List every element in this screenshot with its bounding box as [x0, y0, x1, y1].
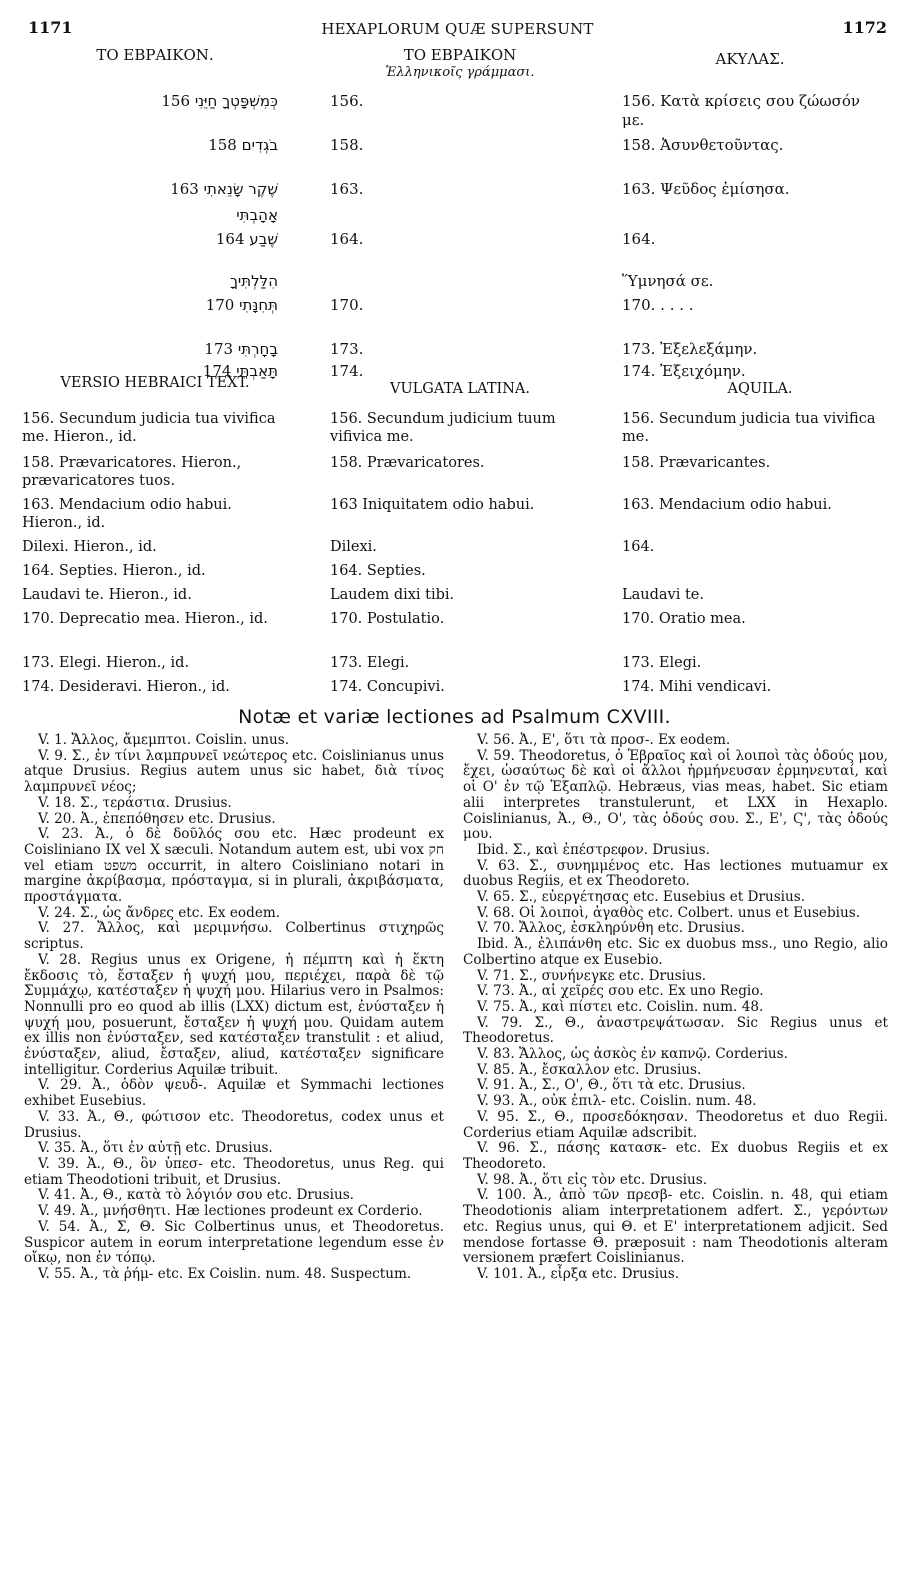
versio-cell: 170. Deprecatio mea. Hieron., id.	[22, 611, 268, 627]
notes-left-column	[24, 733, 444, 1283]
aquila-latin-cell: 170. Oratio mea.	[622, 611, 746, 627]
col-head-aquila-latin: AQUILA.	[727, 381, 793, 397]
verse-number: 156	[161, 92, 195, 110]
vulgata-cell: 158. Prævaricatores.	[330, 455, 485, 471]
vulgata-cell: 174. Concupivi.	[330, 679, 445, 695]
transliteration-cell: 174.	[330, 362, 364, 380]
note-entry: V. 41. Ἀ., Θ., κατὰ τὸ λόγιόν σου etc. Drusius.	[38, 1187, 354, 1204]
note-entry: V. 65. Σ., εὐεργέτησας etc. Eusebius et Drusius.	[477, 889, 806, 906]
col-head-subtitle: Ἑλληνικοῖς γράμμασι.	[385, 65, 535, 80]
vulgata-cell: 156. Secundum judicium tuum vifivica me.	[330, 411, 556, 445]
col-head-vulgata: VULGATA LATINA.	[389, 381, 530, 397]
vulgata-cell: 173. Elegi.	[330, 655, 410, 671]
hebrew-text: שֶׁבַע	[249, 230, 278, 248]
note-entry: V. 39. Ἀ., Θ., ὃν ὑπεσ- etc. Theodoretus, unus Reg. qui etiam Theodotioni tribuit, et Drusius.	[24, 1155, 444, 1188]
hebrew-text: בֹגְדִים	[241, 136, 278, 154]
note-entry: Ibid. Ἀ., ἐλιπάνθη etc. Sic ex duobus mss., uno Regio, alio Colbertino atque ex Eusebio.	[463, 936, 888, 968]
transliteration-cell: 173.	[330, 340, 364, 358]
hebrew-text: בָחָרְתִּי	[237, 340, 278, 358]
note-entry: V. 101. Ἀ., εἶρξα etc. Drusius.	[477, 1265, 680, 1282]
page-number-right: 1172	[842, 18, 887, 37]
hebrew-row	[60, 272, 278, 291]
versio-cell: 163. Mendacium odio habui. Hieron., id.	[22, 497, 232, 531]
page-number-left: 1171	[28, 18, 73, 37]
verse-number: 174	[202, 362, 237, 380]
hebrew-row	[60, 136, 278, 155]
vulgata-cell: Laudem dixi tibi.	[330, 587, 455, 603]
hebrew-text: כְּמִשְׁפָּטְךָ חַיֵּנִי	[194, 92, 278, 110]
versio-cell: 164. Septies. Hieron., id.	[22, 563, 206, 579]
versio-cell: 158. Prævaricatores. Hieron., prævaricatores tuos.	[22, 455, 242, 489]
note-entry: V. 35. Ἀ., ὅτι ἐν αὐτῇ etc. Drusius.	[38, 1140, 273, 1157]
vulgata-cell: 164. Septies.	[330, 563, 426, 579]
running-title: HEXAPLORUM QUÆ SUPERSUNT	[321, 20, 594, 38]
aquila-latin-cell: 164.	[622, 539, 655, 555]
hebrew-row	[60, 296, 278, 315]
notes-right-column	[463, 733, 888, 1283]
verse-number: 164	[215, 230, 250, 248]
aquila-latin-cell: 163. Mendacium odio habui.	[622, 497, 832, 513]
note-entry: V. 96. Σ., πάσης κατασκ- etc. Ex duobus Regiis et ex Theodoreto.	[463, 1140, 888, 1172]
aquila-greek-cell: 156. Κατὰ κρίσεις σου ζώωσόν με.	[622, 92, 860, 129]
note-entry: V. 24. Σ., ὡς ἄνδρες etc. Ex eodem.	[38, 904, 281, 921]
col-head-hebrew-greek-letters-title: ΤΟ ΕΒΡΑΙΚΟΝ	[403, 46, 517, 64]
aquila-greek-cell: 158. Ἀσυνθετοῦντας.	[622, 136, 784, 154]
note-entry: V. 75. Ἀ., καὶ πίστει etc. Coislin. num. 48.	[477, 998, 764, 1015]
note-entry: V. 56. Ἀ., Ε', ὅτι τὰ προσ-. Ex eodem.	[477, 732, 731, 748]
aquila-greek-cell: 163. Ψεῦδος ἐμίσησα.	[622, 180, 790, 198]
versio-cell: Laudavi te. Hieron., id.	[22, 587, 192, 603]
col-head-versio: VERSIO HEBRAICI TEXT.	[60, 375, 250, 391]
aquila-latin-cell: 174. Mihi vendicavi.	[622, 679, 772, 695]
note-entry: V. 1. Ἄλλος, ἄμεμπτοι. Coislin. unus.	[38, 732, 290, 748]
versio-cell: 174. Desideravi. Hieron., id.	[22, 679, 230, 695]
hebrew-text: שֶׁקֶר שָׂנֵאתִי	[203, 180, 278, 198]
note-entry: V. 70. Ἄλλος, ἐσκληρύνθη etc. Drusius.	[477, 920, 745, 937]
note-entry: V. 83. Ἄλλος, ὡς ἀσκὸς ἐν καπνῷ. Corderius.	[477, 1046, 788, 1063]
note-entry: V. 27. Ἄλλος, καὶ μεριμνήσω. Colbertinus στιχηρῶς scriptus.	[24, 920, 444, 953]
section-title: Notæ et variæ lectiones ad Psalmum CXVIII.	[238, 706, 671, 728]
aquila-greek-cell: 174. Ἐξειχόμην.	[622, 362, 746, 380]
aquila-greek-cell: Ὕμνησά σε.	[622, 272, 714, 290]
transliteration-cell: 156.	[330, 92, 364, 110]
note-entry: V. 100. Ἀ., ἀπὸ τῶν πρεσβ- etc. Coislin. n. 48, qui etiam Theodotionis aliam interpretationem adfert. Σ., γερόντων etc. Regius unus, qui Θ. et Ε' interpretationem adjicit. Sed mendose fortasse Θ. præposuit : nam Theodotionis alteram versionem præfert Coislinianus.	[463, 1187, 888, 1267]
verse-number: 163	[170, 180, 204, 198]
col-head-hebrew-greek-letters	[360, 46, 560, 82]
aquila-latin-cell: Laudavi te.	[622, 587, 704, 603]
aquila-latin-cell: 173. Elegi.	[622, 655, 702, 671]
note-entry: V. 71. Σ., συνήνεγκε etc. Drusius.	[477, 967, 707, 984]
note-entry: V. 33. Ἀ., Θ., φώτισον etc. Theodoretus, codex unus et Drusius.	[24, 1108, 444, 1141]
aquila-latin-cell: 158. Prævaricantes.	[622, 455, 771, 471]
aquila-greek-cell: 170. . . . .	[622, 296, 694, 314]
versio-cell: 156. Secundum judicia tua vivifica me. Hieron., id.	[22, 411, 276, 445]
hebrew-text: הִלַּלְתִּיךָ	[229, 272, 278, 290]
hebrew-text: תָּאַבְתִּי	[236, 362, 278, 380]
note-entry: Ibid. Σ., καὶ ἐπέστρεφον. Drusius.	[477, 841, 710, 858]
running-header	[28, 18, 887, 42]
hebrew-text: אָהָבְתִּי	[236, 206, 278, 224]
note-entry: V. 91. Ἀ., Σ., Ο', Θ., ὅτι τὰ etc. Drusius.	[477, 1077, 746, 1094]
transliteration-cell: 170.	[330, 296, 364, 314]
aquila-greek-cell: 164.	[622, 230, 656, 248]
verse-number: 170	[205, 296, 240, 314]
verse-number: 173	[204, 340, 238, 358]
note-entry: V. 68. Οἱ λοιποὶ, ἀγαθὸς etc. Colbert. unus et Eusebius.	[477, 904, 861, 921]
note-entry: V. 73. Ἀ., αἱ χεῖρές σου etc. Ex uno Regio.	[477, 983, 764, 1000]
note-entry: V. 59. Theodoretus, ὁ Ἑβραῖος καὶ οἱ λοιποὶ τὰς ὁδούς μου, ἔχει, ὡσαύτως δὲ καὶ οἱ ἄλλοι ἡρμήνευσαν ἑρμηνευταί, καὶ οἱ Ο' ἐν τῷ Ἑξαπλῷ. Hebræus, vias meas, habet. Sic etiam alii interpretes transtulerunt, et LXX in Hexaplo. Coislinianus, Ἀ., Θ., Ο', τὰς ὁδούς σου. Σ., Ε', Ϛ', τὰς ὁδούς μου.	[463, 747, 888, 843]
note-entry: V. 93. Ἀ., οὐκ ἐπιλ- etc. Coislin. num. 48.	[477, 1093, 757, 1110]
hebrew-row	[60, 340, 278, 359]
note-entry: V. 9. Σ., ἐν τίνι λαμπρυνεῖ νεώτερος etc. Coislinianus unus atque Drusius. Regius autem unus sic habet, διὰ τίνος λαμπρυνεῖ νέος;	[24, 747, 444, 796]
transliteration-cell: 158.	[330, 136, 364, 154]
note-entry: V. 20. Ἀ., ἐπεπόθησεν etc. Drusius.	[38, 810, 276, 827]
note-entry: V. 79. Σ., Θ., ἀναστρεψάτωσαν. Sic Regius unus et Theodoretus.	[463, 1014, 888, 1047]
hebrew-row	[60, 92, 278, 111]
note-entry: V. 23. Ἀ., ὁ δὲ δοῦλός σου etc. Hæc prodeunt ex Coisliniano IX vel X sæculi. Notandum autem est, ubi vox חק vel etiam משפט occurrit, in altero Coisliniano notari in margine ἀκρίβασμα, πρόσταγμα, si in plurali, ἀκριβάσματα, προστάγματα.	[24, 826, 444, 906]
hebrew-row	[60, 180, 278, 199]
vulgata-cell: 163 Iniquitatem odio habui.	[330, 497, 535, 513]
vulgata-cell: Dilexi.	[330, 539, 377, 555]
col-head-aquila-greek: ΑΚΥΛΑΣ.	[715, 50, 785, 68]
note-entry: V. 55. Ἀ., τὰ ῥήμ- etc. Ex Coislin. num. 48. Suspectum.	[38, 1265, 412, 1282]
note-entry: V. 95. Σ., Θ., προσεδόκησαν. Theodoretus et duo Regii. Corderius etiam Aquilæ adscribit.	[463, 1108, 888, 1141]
note-entry: V. 29. Ἀ., ὁδὸν ψευδ-. Aquilæ et Symmachi lectiones exhibet Eusebius.	[24, 1077, 444, 1110]
note-entry: V. 28. Regius unus ex Origene, ἡ πέμπτη καὶ ἡ ἕκτη ἔκδοσις τὸ, ἔσταξεν ἡ ψυχή μου, περιέχει, παρὰ δὲ τῷ Συμμάχῳ, κατέσταξεν ἡ ψυχή μου. Hilarius vero in Psalmos: Nonnulli pro eo quod ab illis (LXX) dictum est, ἐνύσταξεν ἡ ψυχή μου, posuerunt, ἔσταξεν ἡ ψυχή μου. Quidam autem ex illis non ἐνύσταξεν, sed κατέσταξεν transtulit : et aliud, ἐνύσταξεν, aliud, ἔσταξεν, aliud, κατέσταξεν significare intelligitur. Corderius Aquilæ tribuit.	[24, 951, 444, 1078]
versio-cell: Dilexi. Hieron., id.	[22, 539, 157, 555]
note-entry: V. 54. Ἀ., Σ, Θ. Sic Colbertinus unus, et Theodoretus. Suspicor autem in eorum interpretatione legendum esse ἐν οἴκῳ, non ἐν τόπῳ.	[24, 1218, 444, 1267]
note-entry: V. 49. Ἀ., μνήσθητι. Hæ lectiones prodeunt ex Corderio.	[38, 1203, 423, 1220]
versio-cell: 173. Elegi. Hieron., id.	[22, 655, 190, 671]
note-entry: V. 18. Σ., τεράστια. Drusius.	[38, 794, 232, 811]
hebrew-row	[60, 230, 278, 249]
aquila-latin-cell: 156. Secundum judicia tua vivifica me.	[622, 411, 876, 445]
transliteration-cell: 163.	[330, 180, 364, 198]
hebrew-text: תְּחִנָּתִי	[239, 296, 278, 314]
transliteration-cell: 164.	[330, 230, 364, 248]
col-head-hebrew: ΤΟ ΕΒΡΑΙΚΟΝ.	[96, 46, 214, 64]
verse-number: 158	[208, 136, 242, 154]
note-entry: V. 98. Ἀ., ὅτι εἰς τὸν etc. Drusius.	[477, 1171, 708, 1188]
note-entry: V. 63. Σ., συνημμένος etc. Has lectiones mutuamur ex duobus Regiis, et ex Theodoreto.	[463, 857, 888, 890]
aquila-greek-cell: 173. Ἐξελεξάμην.	[622, 340, 758, 358]
vulgata-cell: 170. Postulatio.	[330, 611, 445, 627]
note-entry: V. 85. Ἀ., ἔσκαλλον etc. Drusius.	[477, 1061, 702, 1078]
hebrew-row	[60, 206, 278, 225]
